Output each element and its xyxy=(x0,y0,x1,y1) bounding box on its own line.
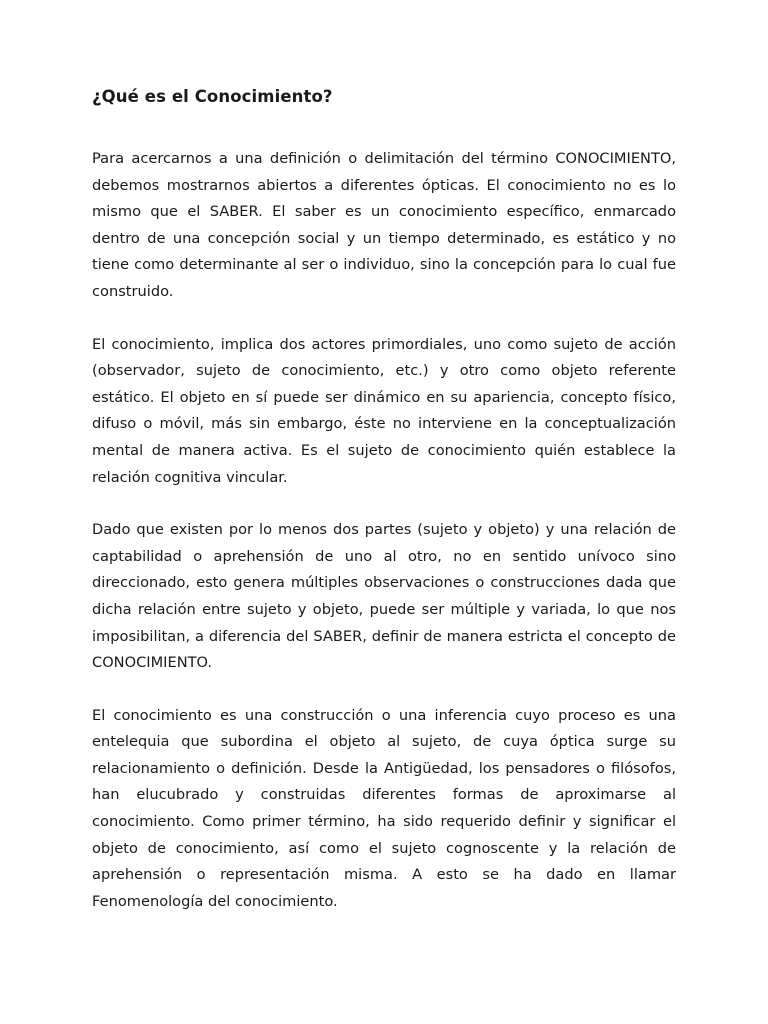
paragraph-definition: Para acercarnos a una definición o delimitación del término CONOCIMIENTO, debemos mostrarnos abiertos a diferentes ópticas. El conocimiento no es lo mismo que el SABER. El saber es un conocimiento específico, enmarcado dentro de una concepción social y un tiempo determinado, es estático y no tiene como determinante al ser o individuo, sino la concepción para lo cual fue construido. xyxy=(92,150,676,300)
paragraph-actors: El conocimiento, implica dos actores primordiales, uno como sujeto de acción (observador, sujeto de conocimiento, etc.) y otro como objeto referente estático. El objeto en sí puede ser dinámico en su apariencia, concepto físico, difuso o móvil, más sin embargo, éste no interviene en la conceptualización mental de manera activa. Es el sujeto de conocimiento quién establece la relación cognitiva vincular. xyxy=(92,335,676,486)
paragraph-construction: El conocimiento es una construcción o una inferencia cuyo proceso es una entelequia que subordina el objeto al sujeto, de cuya óptica surge su relacionamiento o definición. Desde la Antigüedad, los pensadores o filósofos, han elucubrado y construidas diferentes formas de aproximarse al conocimiento. Como primer término, ha sido requerido definir y significar el objeto de conocimiento, así como el sujeto cognoscente y la relación de aprehensión o representación misma. A esto se ha dado en llamar Fenomenología del conocimiento. xyxy=(92,706,676,910)
document-body xyxy=(92,84,676,941)
document-title: ¿Qué es el Conocimiento? xyxy=(92,87,333,106)
paragraph-relation: Dado que existen por lo menos dos partes (sujeto y objeto) y una relación de captabilidad o aprehensión de uno al otro, no en sentido unívoco sino direccionado, esto genera múltiples observaciones o construcciones dada que dicha relación entre sujeto y objeto, puede ser múltiple y variada, lo que nos imposibilitan, a diferencia del SABER, definir de manera estricta el concepto de CONOCIMIENTO. xyxy=(92,521,676,672)
